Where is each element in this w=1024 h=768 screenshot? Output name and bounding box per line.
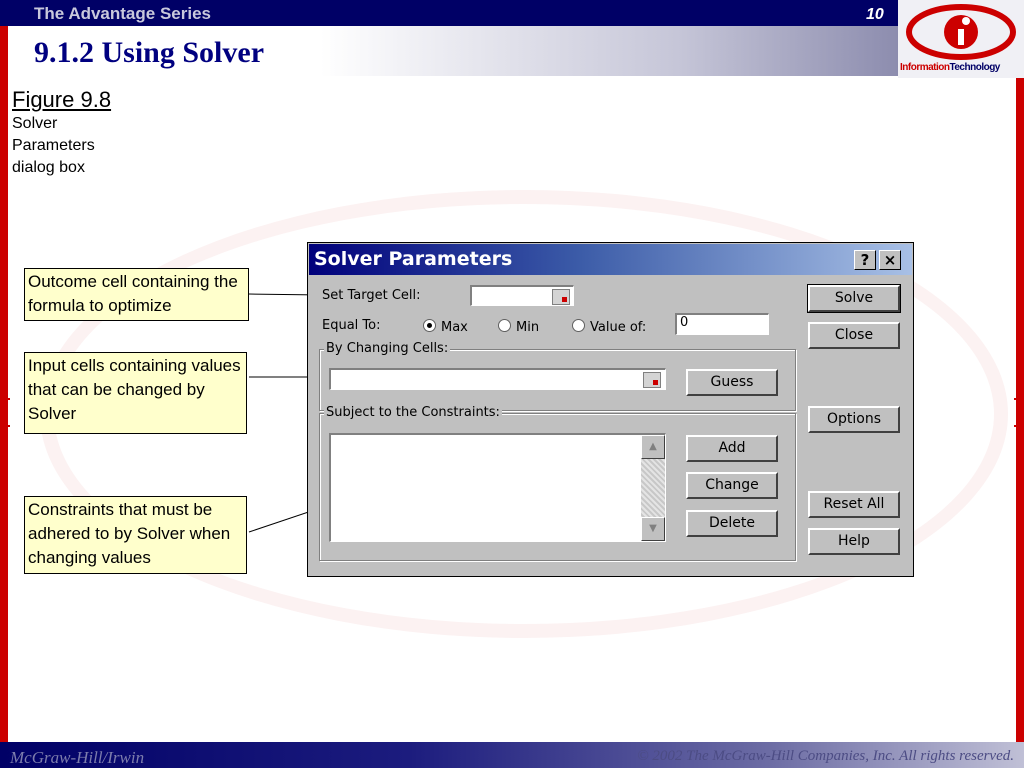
radio-max-label: Max <box>441 320 468 335</box>
reset-all-button[interactable]: Reset All <box>808 491 900 518</box>
constraints-scrollbar[interactable] <box>641 435 665 541</box>
scroll-up-icon[interactable]: ▲ <box>641 435 665 459</box>
set-target-label: Set Target Cell: <box>322 288 421 303</box>
add-button[interactable]: Add <box>686 435 778 462</box>
series-name: The Advantage Series <box>34 4 211 23</box>
guess-button[interactable]: Guess <box>686 369 778 396</box>
constraints-list[interactable] <box>329 433 666 542</box>
scroll-down-icon[interactable]: ▼ <box>641 517 665 541</box>
change-button[interactable]: Change <box>686 472 778 499</box>
equal-to-label: Equal To: <box>322 318 381 333</box>
close-icon[interactable]: × <box>879 250 901 270</box>
constraints-label: Subject to the Constraints: <box>326 405 500 420</box>
copyright: © 2002 The McGraw-Hill Companies, Inc. All rights reserved. <box>637 748 1014 764</box>
callout-target-cell: Outcome cell containing the formula to optimize <box>24 268 249 321</box>
close-button[interactable]: Close <box>808 322 900 349</box>
delete-button[interactable]: Delete <box>686 510 778 537</box>
radio-min[interactable] <box>498 319 511 332</box>
radio-value-of-label: Value of: <box>590 320 647 335</box>
help-button[interactable]: Help <box>808 528 900 555</box>
dialog-title: Solver Parameters <box>314 248 513 270</box>
help-question-icon[interactable]: ? <box>854 250 876 270</box>
set-target-cell-input[interactable] <box>470 285 574 306</box>
solve-button[interactable]: Solve <box>808 285 900 312</box>
radio-value-of[interactable] <box>572 319 585 332</box>
page-number: 10 <box>866 6 884 23</box>
slide-title: 9.1.2 Using Solver <box>34 36 265 69</box>
value-of-input[interactable]: 0 <box>675 313 769 335</box>
dialog-title-bar[interactable] <box>309 244 912 275</box>
radio-min-label: Min <box>516 320 540 335</box>
radio-max[interactable] <box>423 319 436 332</box>
figure-title: Figure 9.8 <box>12 87 112 112</box>
logo-text: InformationTechnology <box>900 62 1000 73</box>
options-button[interactable]: Options <box>808 406 900 433</box>
figure-description: Solver Parameters dialog box <box>12 115 95 176</box>
publisher: McGraw-Hill/Irwin <box>10 748 145 767</box>
callout-changing-cells: Input cells containing values that can be changed by Solver <box>24 352 247 434</box>
changing-cells-input[interactable] <box>329 368 666 390</box>
callout-constraints: Constraints that must be adhered to by Solver when changing values <box>24 496 247 574</box>
collapse-dialog-icon[interactable] <box>552 289 570 305</box>
changing-cells-label: By Changing Cells: <box>326 341 449 356</box>
solver-parameters-dialog <box>307 242 914 577</box>
collapse-dialog-icon[interactable] <box>643 372 661 388</box>
